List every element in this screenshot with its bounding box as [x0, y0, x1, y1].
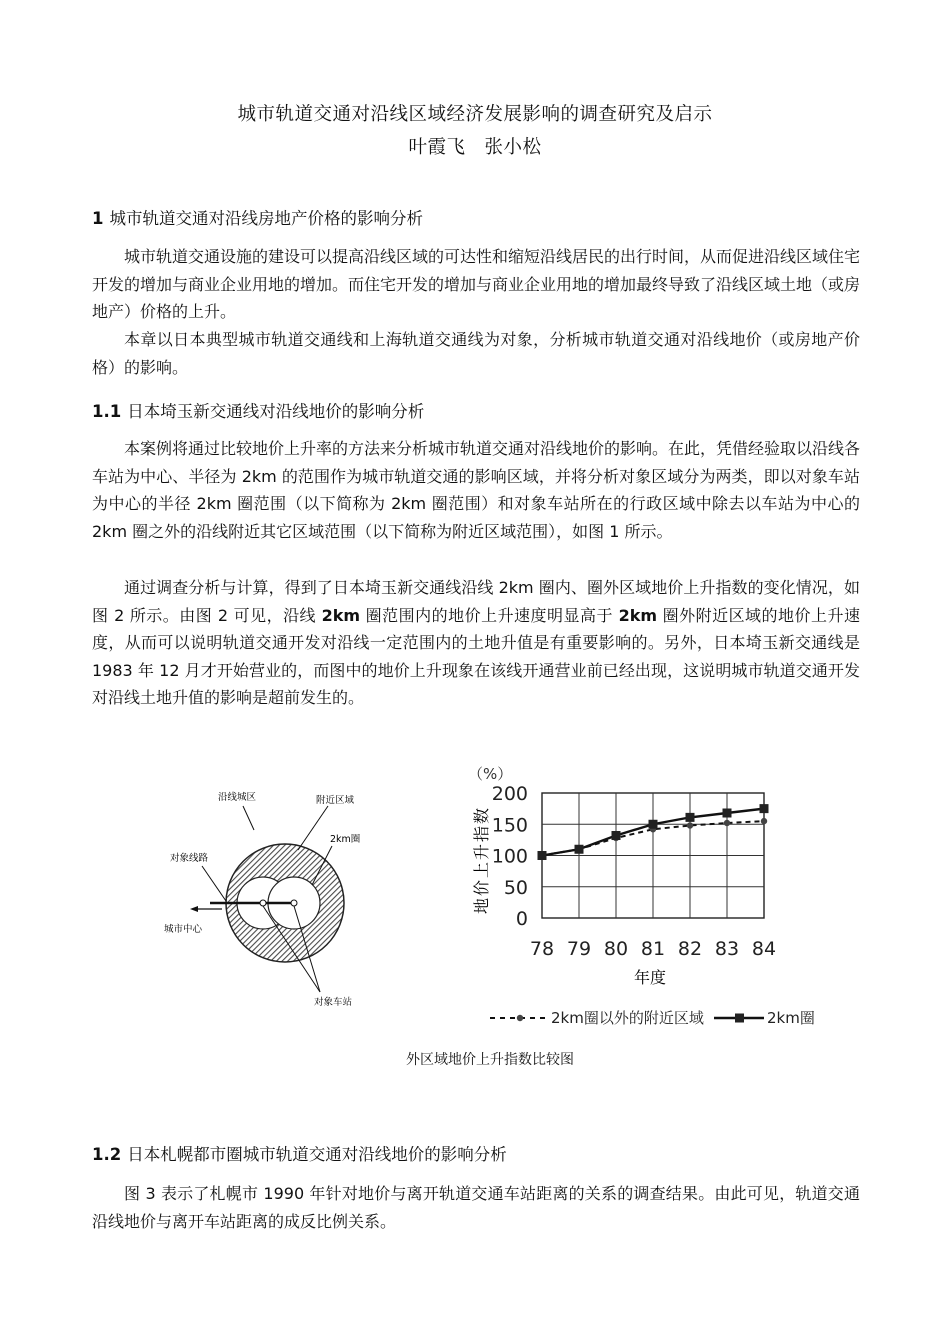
series-1-point	[612, 831, 621, 840]
chart-unit-label: （%）	[468, 765, 513, 783]
label-station: 对象车站	[314, 997, 353, 1008]
label-nearby: 附近区域	[316, 795, 355, 806]
paper-title: 城市轨道交通对沿线区域经济发展影响的调查研究及启示	[237, 104, 713, 125]
series-1-point	[538, 851, 547, 860]
station-dot-left	[260, 900, 266, 906]
series-1-point	[723, 809, 732, 818]
y-tick-label: 200	[491, 783, 528, 805]
section-1-1-heading	[92, 398, 424, 422]
legend-label-nearby: 2km圈以外的附近区域	[551, 1009, 704, 1027]
para-text-d: 圈外附近区域的地价上升速度，从而可以说明轨道交通开发对沿线一定范围内的土地升值是有重要影响的。另外，日本埼玉新交通线是 1983 年 12 月才开始营业的，而图中的地价上升现象在该线开通营业前已经出现，这说明城市轨道交通开发对沿线土地升值的影响是超前发生的。	[92, 605, 860, 707]
series-1-point	[575, 845, 584, 854]
chart-y-axis-label: 地价上升指数	[472, 805, 491, 915]
chart-legend	[490, 1009, 815, 1027]
y-tick-label: 100	[491, 845, 528, 868]
para-bold-2km-2: 2km	[618, 605, 658, 625]
section-1-heading	[92, 205, 423, 229]
station-dot-right	[291, 900, 297, 906]
series-0-point	[724, 820, 730, 826]
legend-marker-square	[735, 1014, 744, 1023]
para-text-a: 通过调查分析与计算，得到了日本埼玉新交通线沿线 2km 圈内、圈外区域地价上升指数的变化情况，如图 2 所示。由图 2 可见，沿线	[92, 578, 860, 625]
section-1-1-para-2	[92, 574, 860, 712]
label-2km: 2km圈	[330, 834, 361, 845]
leader-line-zone	[243, 806, 254, 830]
section-1-para-1: 城市轨道交通设施的建设可以提高沿线区域的可达性和缩短沿线居民的出行时间，从而促进沿线区域住宅开发的增加与商业企业用地的增加。而住宅开发的增加与商业企业用地的增加最终导致了沿线区域土地（或房地产）价格的上升。	[92, 247, 861, 321]
series-0-point	[761, 818, 767, 824]
series-1-point	[649, 820, 658, 829]
para-text-c: 圈范围内的地价上升速度明显高于	[360, 605, 619, 625]
section-1-1-number: 1.1	[92, 402, 122, 421]
figure-caption: 外区域地价上升指数比较图	[406, 1052, 574, 1068]
y-tick-label: 50	[503, 876, 528, 899]
x-tick-label: 80	[603, 938, 629, 960]
section-1-2-heading	[92, 1141, 507, 1165]
arrow-head	[190, 906, 198, 912]
x-tick-label: 84	[751, 938, 777, 960]
paper-authors: 叶霞飞 张小松	[408, 137, 542, 158]
y-tick-label: 150	[491, 814, 528, 837]
label-line: 对象线路	[170, 853, 209, 864]
series-1-point	[760, 804, 769, 813]
para-bold-2km-1: 2km	[321, 605, 361, 625]
leader-line-nearby	[298, 806, 328, 850]
x-tick-label: 79	[566, 938, 592, 960]
y-tick-label: 0	[515, 908, 528, 930]
land-price-index-chart	[460, 755, 840, 1040]
section-1-1-title: 日本埼玉新交通线对沿线地价的影响分析	[127, 402, 425, 421]
section-1-para-2: 本章以日本典型城市轨道交通线和上海轨道交通线为对象，分析城市轨道交通对沿线地价（或房地产价格）的影响。	[92, 330, 860, 377]
section-1-title: 城市轨道交通对沿线房地产价格的影响分析	[109, 209, 423, 228]
section-1-number: 1	[92, 209, 104, 228]
legend-label-2km: 2km圈	[767, 1009, 815, 1027]
section-1-2-para-1: 图 3 表示了札幌市 1990 年针对地价与离开轨道交通车站距离的关系的调查结果。由此可见，轨道交通沿线地价与离开车站距离的成反比例关系。	[92, 1184, 860, 1231]
section-1-2-title: 日本札幌都市圈城市轨道交通对沿线地价的影响分析	[127, 1145, 507, 1164]
x-tick-label: 82	[677, 938, 703, 960]
station-area-diagram	[150, 770, 380, 1020]
x-tick-label: 83	[714, 938, 740, 960]
label-zone: 沿线城区	[218, 792, 257, 803]
series-0-point	[687, 822, 693, 828]
label-center: 城市中心	[164, 924, 203, 935]
section-1-1-para-1: 本案例将通过比较地价上升率的方法来分析城市轨道交通对沿线地价的影响。在此，凭借经验取以沿线各车站为中心、半径为 2km 的范围作为城市轨道交通的影响区域，并将分析对象区域分为两类，即以对象车站为中心的半径 2km 圈范围（以下简称为 2km 圈范围）和对象车站所在的行政区域中除去以车站为中心的 2km 圈之外的沿线附近其它区域范围（以下简称为附近区域范围），如图 1 所示。	[92, 439, 861, 541]
series-1-point	[686, 813, 695, 822]
legend-marker-circle	[517, 1015, 523, 1021]
section-1-2-number: 1.2	[92, 1145, 122, 1164]
chart-x-axis-label: 年度	[633, 968, 667, 987]
leader-line-route	[202, 866, 226, 901]
x-tick-label: 78	[529, 938, 555, 960]
x-tick-label: 81	[640, 938, 666, 960]
chart-ticks	[492, 783, 776, 960]
